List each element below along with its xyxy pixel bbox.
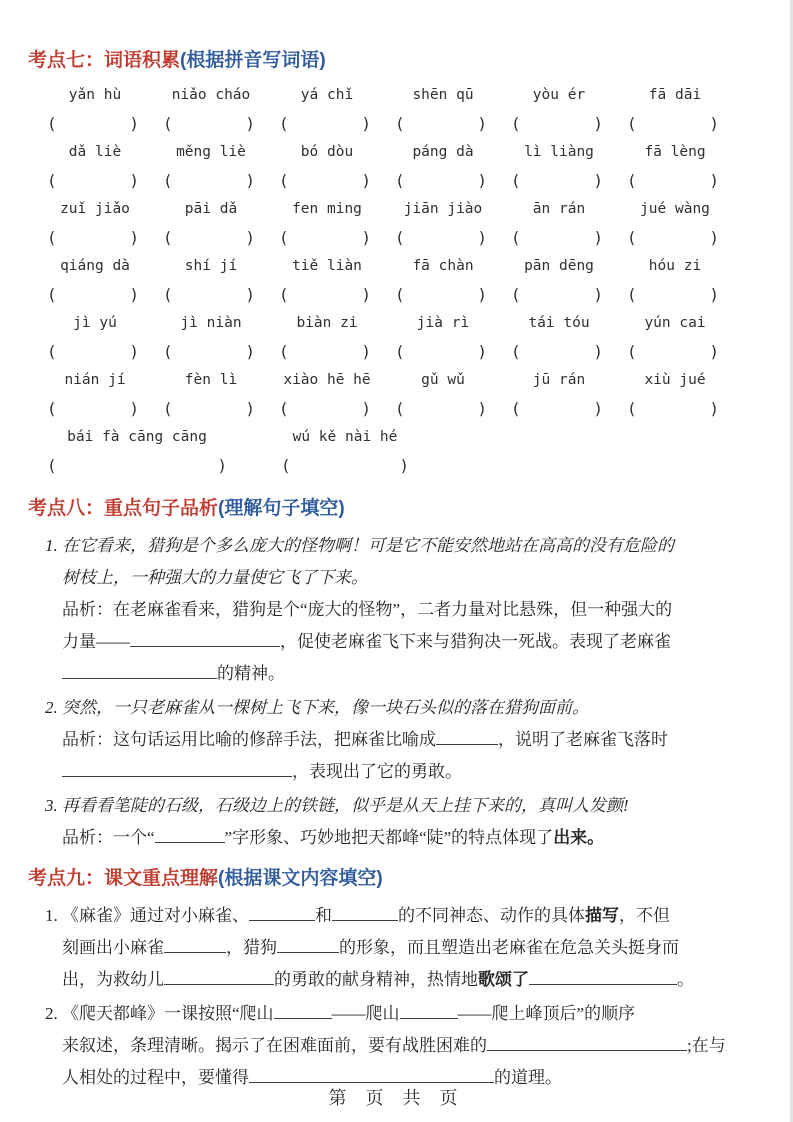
- analysis-text: ，表现出了它的勇敢。: [292, 762, 462, 781]
- blank-line: [164, 937, 226, 953]
- pinyin-text: hóu zi: [648, 258, 702, 274]
- pinyin-text: jiān jiào: [403, 201, 483, 217]
- section-8-title: 考点八：重点句子品析: [28, 498, 219, 519]
- fill-line: [45, 1030, 741, 1062]
- pinyin-text: wú kě nài hé: [292, 429, 398, 445]
- paren-close: ): [477, 342, 487, 361]
- analysis-text: 品析：这句话运用比喻的修辞手法，把麻雀比喻成: [62, 730, 436, 749]
- paren-open: (: [47, 114, 57, 133]
- pinyin-text: bái fà cāng cāng: [67, 429, 207, 445]
- pinyin-row-4: [45, 253, 741, 309]
- fill-text: 《麻雀》通过对小麻雀、: [62, 906, 249, 925]
- pinyin-text: jì niàn: [180, 315, 242, 331]
- paren-open: (: [395, 285, 405, 304]
- pinyin-item: [393, 82, 509, 138]
- pinyin-item: [625, 196, 741, 252]
- pinyin-item: [161, 310, 277, 366]
- section-8-heading: [28, 496, 741, 522]
- fill-text: 刻画出小麻雀: [62, 938, 164, 957]
- analysis-line: [45, 756, 741, 788]
- pinyin-row-3: [45, 196, 741, 252]
- answer-parens: [47, 451, 227, 480]
- fill-text-bold: 歌颂了: [478, 970, 529, 989]
- fill-text: 来叙述，条理清晰。揭示了在困难面前，要有战胜困难的: [62, 1036, 487, 1055]
- item-number: 2.: [45, 698, 58, 717]
- paren-open: (: [47, 342, 57, 361]
- pinyin-item: [509, 253, 625, 309]
- analysis-line: [45, 724, 741, 756]
- analysis-text: ，说明了老麻雀飞落时: [498, 730, 668, 749]
- analysis-text: 的精神。: [217, 664, 285, 683]
- answer-parens: [627, 223, 719, 252]
- pinyin-text: xiào hē hē: [283, 372, 371, 388]
- pinyin-text: pān dēng: [524, 258, 594, 274]
- pinyin-text: měng liè: [176, 144, 246, 160]
- sentence-item-3: [45, 790, 741, 854]
- pinyin-item: [625, 82, 741, 138]
- pinyin-text: yòu ér: [532, 87, 586, 103]
- pinyin-text: jià rì: [416, 315, 470, 331]
- pinyin-item: [277, 139, 393, 195]
- paren-close: ): [709, 342, 719, 361]
- answer-parens: [395, 223, 487, 252]
- paren-close: ): [477, 285, 487, 304]
- question-line: [45, 530, 741, 562]
- paren-open: (: [279, 114, 289, 133]
- blank-line: [274, 1003, 332, 1019]
- paren-open: (: [47, 456, 57, 475]
- pinyin-text: fā dāi: [648, 87, 702, 103]
- pinyin-text: yá chǐ: [300, 87, 354, 103]
- fill-line: [45, 998, 741, 1030]
- analysis-line: [45, 594, 741, 626]
- answer-parens: [279, 109, 371, 138]
- pinyin-item: [161, 82, 277, 138]
- answer-parens: [511, 280, 603, 309]
- paren-close: ): [709, 399, 719, 418]
- answer-parens: [279, 223, 371, 252]
- paren-open: (: [279, 171, 289, 190]
- pinyin-text: zuǐ jiǎo: [60, 201, 130, 217]
- paren-open: (: [163, 114, 173, 133]
- blank-line: [487, 1035, 687, 1051]
- item-number: 2.: [45, 1004, 58, 1023]
- answer-parens: [279, 394, 371, 423]
- section-9-title: 考点九：课文重点理解: [28, 868, 219, 889]
- paren-open: (: [511, 342, 521, 361]
- pinyin-text: bó dòu: [300, 144, 354, 160]
- answer-parens: [47, 280, 139, 309]
- pinyin-text: qiáng dà: [60, 258, 130, 274]
- pinyin-row-5: [45, 310, 741, 366]
- fill-text: ，不但: [619, 906, 670, 925]
- pinyin-item: [509, 82, 625, 138]
- pinyin-item: [625, 139, 741, 195]
- paren-close: ): [709, 114, 719, 133]
- pinyin-item: [277, 310, 393, 366]
- paren-open: (: [279, 399, 289, 418]
- paren-open: (: [279, 228, 289, 247]
- paren-open: (: [395, 342, 405, 361]
- analysis-line: [45, 626, 741, 658]
- comprehension-item-2: [45, 998, 741, 1094]
- fill-line: [45, 900, 741, 932]
- pinyin-item: [45, 253, 161, 309]
- paren-open: (: [627, 399, 637, 418]
- pinyin-item: [625, 310, 741, 366]
- paren-close: ): [217, 456, 227, 475]
- paren-open: (: [281, 456, 291, 475]
- pinyin-text: yún cai: [644, 315, 706, 331]
- fill-text: ;在与: [687, 1036, 726, 1055]
- answer-parens: [511, 223, 603, 252]
- fill-line: [45, 964, 741, 996]
- item-number: 1.: [45, 536, 58, 555]
- pinyin-item: [45, 82, 161, 138]
- blank-line: [529, 969, 677, 985]
- item-number: 1.: [45, 906, 58, 925]
- paren-close: ): [709, 228, 719, 247]
- blank-line: [400, 1003, 458, 1019]
- fill-text: 的形象，而且塑造出老麻雀在危急关头挺身而: [339, 938, 679, 957]
- question-text: 再看看笔陡的石级，石级边上的铁链，似乎是从天上挂下来的，真叫人发颤!: [62, 796, 629, 815]
- analysis-text: 品析：在老麻雀看来，猎狗是个“庞大的怪物”，二者力量对比悬殊，但一种强大的: [62, 600, 673, 619]
- fill-text: 的道理。: [494, 1068, 562, 1087]
- answer-parens: [47, 166, 139, 195]
- paren-close: ): [361, 171, 371, 190]
- analysis-line: [45, 658, 741, 690]
- answer-parens: [511, 109, 603, 138]
- question-text: 突然，一只老麻雀从一棵树上飞下来，像一块石头似的落在猎狗面前。: [62, 698, 589, 717]
- paren-open: (: [511, 171, 521, 190]
- paren-open: (: [511, 285, 521, 304]
- pinyin-text: lì liàng: [524, 144, 594, 160]
- answer-parens: [47, 109, 139, 138]
- answer-parens: [281, 451, 409, 480]
- pinyin-text: ān rán: [532, 201, 586, 217]
- comprehension-item-1: [45, 900, 741, 996]
- answer-parens: [279, 280, 371, 309]
- pinyin-text: fèn lì: [184, 372, 238, 388]
- paren-close: ): [477, 114, 487, 133]
- section-8-subtitle: (理解句子填空): [218, 498, 345, 519]
- pinyin-item: [161, 367, 277, 423]
- paren-close: ): [477, 171, 487, 190]
- answer-parens: [163, 109, 255, 138]
- pinyin-row-1: [45, 82, 741, 138]
- pinyin-text: xiù jué: [644, 372, 706, 388]
- pinyin-item: [509, 139, 625, 195]
- page-footer: 第 页 共 页: [328, 1088, 465, 1108]
- pinyin-row-2: [45, 139, 741, 195]
- blank-line: [155, 827, 225, 843]
- pinyin-item: [509, 367, 625, 423]
- pinyin-text: fā chàn: [412, 258, 474, 274]
- answer-parens: [627, 394, 719, 423]
- pinyin-item: [161, 139, 277, 195]
- paren-open: (: [47, 399, 57, 418]
- paren-close: ): [361, 399, 371, 418]
- section-9-subtitle: (根据课文内容填空): [218, 868, 383, 889]
- pinyin-item: [45, 424, 227, 480]
- question-line: [45, 562, 741, 594]
- pinyin-item: [393, 367, 509, 423]
- paren-open: (: [47, 171, 57, 190]
- section-9-heading: [28, 866, 741, 892]
- answer-parens: [395, 166, 487, 195]
- paren-open: (: [627, 285, 637, 304]
- paren-open: (: [47, 228, 57, 247]
- pinyin-item: [45, 310, 161, 366]
- pinyin-item: [625, 367, 741, 423]
- pinyin-item: [509, 310, 625, 366]
- paren-close: ): [245, 114, 255, 133]
- pinyin-item: [45, 196, 161, 252]
- pinyin-item: [509, 196, 625, 252]
- answer-parens: [511, 166, 603, 195]
- paren-close: ): [477, 399, 487, 418]
- answer-parens: [395, 394, 487, 423]
- pinyin-item: [393, 253, 509, 309]
- paren-close: ): [361, 342, 371, 361]
- pinyin-item: [279, 424, 409, 480]
- pinyin-text: nián jí: [64, 372, 126, 388]
- pinyin-item: [277, 367, 393, 423]
- paren-close: ): [129, 114, 139, 133]
- pinyin-text: jué wàng: [640, 201, 710, 217]
- answer-parens: [279, 337, 371, 366]
- question-line: [45, 692, 741, 724]
- section-7-heading: [28, 48, 741, 74]
- pinyin-text: shēn qū: [412, 87, 474, 103]
- answer-parens: [511, 394, 603, 423]
- pinyin-item: [277, 82, 393, 138]
- paren-close: ): [593, 228, 603, 247]
- fill-text-bold: 描写: [585, 906, 619, 925]
- fill-text: 人相处的过程中，要懂得: [62, 1068, 249, 1087]
- item-number: 3.: [45, 796, 58, 815]
- pinyin-text: biàn zi: [296, 315, 358, 331]
- paren-close: ): [245, 399, 255, 418]
- pinyin-text: fen ming: [292, 201, 362, 217]
- paren-open: (: [627, 114, 637, 133]
- pinyin-text: jū rán: [532, 372, 586, 388]
- pinyin-item: [393, 196, 509, 252]
- answer-parens: [47, 394, 139, 423]
- paren-open: (: [511, 114, 521, 133]
- blank-line: [62, 761, 292, 777]
- paren-close: ): [593, 399, 603, 418]
- section-7-title: 考点七：词语积累: [28, 50, 181, 71]
- answer-parens: [395, 280, 487, 309]
- answer-parens: [163, 166, 255, 195]
- fill-text: 出，为救幼儿: [62, 970, 164, 989]
- analysis-text: 力量——: [62, 632, 130, 651]
- paren-open: (: [163, 399, 173, 418]
- question-text: 树枝上，一种强大的力量使它飞了下来。: [62, 568, 368, 587]
- answer-parens: [163, 337, 255, 366]
- sentence-item-2: [45, 692, 741, 788]
- paren-close: ): [709, 171, 719, 190]
- paren-open: (: [627, 342, 637, 361]
- paren-open: (: [511, 228, 521, 247]
- blank-line: [436, 729, 498, 745]
- blank-line: [332, 905, 398, 921]
- blank-line: [277, 937, 339, 953]
- paren-close: ): [245, 342, 255, 361]
- blank-line: [249, 905, 315, 921]
- blank-line: [164, 969, 274, 985]
- pinyin-item: [277, 196, 393, 252]
- analysis-text-bold: 出来。: [553, 828, 605, 847]
- fill-text: 《爬天都峰》一课按照“爬山: [62, 1004, 274, 1023]
- paren-close: ): [593, 342, 603, 361]
- pinyin-item: [625, 253, 741, 309]
- answer-parens: [163, 280, 255, 309]
- pinyin-item: [45, 139, 161, 195]
- paren-close: ): [245, 285, 255, 304]
- paren-close: ): [245, 228, 255, 247]
- pinyin-text: gǔ wǔ: [421, 372, 465, 388]
- paren-open: (: [395, 171, 405, 190]
- section-7-subtitle: (根据拼音写词语): [180, 50, 326, 71]
- paren-open: (: [163, 228, 173, 247]
- fill-text: 的勇敢的献身精神，热情地: [274, 970, 478, 989]
- paren-close: ): [361, 285, 371, 304]
- fill-text: ——爬上峰顶后”的顺序: [457, 1004, 636, 1023]
- answer-parens: [627, 109, 719, 138]
- answer-parens: [627, 166, 719, 195]
- answer-parens: [395, 109, 487, 138]
- paren-open: (: [511, 399, 521, 418]
- pinyin-item: [277, 253, 393, 309]
- answer-parens: [511, 337, 603, 366]
- paren-close: ): [593, 114, 603, 133]
- paren-close: ): [129, 228, 139, 247]
- pinyin-text: yǎn hù: [68, 87, 122, 103]
- paren-close: ): [129, 285, 139, 304]
- question-line: [45, 790, 741, 822]
- pinyin-item: [161, 253, 277, 309]
- answer-parens: [163, 223, 255, 252]
- pinyin-text: dǎ liè: [68, 144, 122, 160]
- fill-line: [45, 932, 741, 964]
- pinyin-text: páng dà: [412, 144, 474, 160]
- paren-close: ): [593, 171, 603, 190]
- pinyin-item: [393, 139, 509, 195]
- blank-line: [130, 631, 280, 647]
- answer-parens: [47, 337, 139, 366]
- analysis-text: ”字形象、巧妙地把天都峰“陡”的特点体现了: [224, 828, 554, 847]
- analysis-line: [45, 822, 741, 854]
- fill-text: 的不同神态、动作的具体: [398, 906, 585, 925]
- answer-parens: [163, 394, 255, 423]
- paren-close: ): [399, 456, 409, 475]
- paren-close: ): [477, 228, 487, 247]
- fill-text: 。: [677, 970, 694, 989]
- pinyin-text: tái tóu: [528, 315, 590, 331]
- question-text: 在它看来，猎狗是个多么庞大的怪物啊！可是它不能安然地站在高高的没有危险的: [62, 536, 674, 555]
- pinyin-item: [161, 196, 277, 252]
- paren-close: ): [129, 171, 139, 190]
- pinyin-grid: [45, 82, 741, 480]
- paren-open: (: [395, 399, 405, 418]
- blank-line: [249, 1067, 494, 1083]
- paren-close: ): [129, 342, 139, 361]
- blank-line: [62, 663, 217, 679]
- pinyin-row-7: [45, 424, 741, 480]
- pinyin-text: niǎo cháo: [171, 87, 251, 103]
- paren-close: ): [245, 171, 255, 190]
- pinyin-text: tiě liàn: [292, 258, 362, 274]
- answer-parens: [47, 223, 139, 252]
- fill-text: 和: [315, 906, 332, 925]
- answer-parens: [279, 166, 371, 195]
- paren-close: ): [361, 114, 371, 133]
- pinyin-item: [45, 367, 161, 423]
- paren-close: ): [593, 285, 603, 304]
- analysis-text: 品析：一个“: [62, 828, 155, 847]
- paren-open: (: [395, 114, 405, 133]
- paren-open: (: [163, 342, 173, 361]
- paren-open: (: [47, 285, 57, 304]
- analysis-text: ，促使老麻雀飞下来与猎狗决一死战。表现了老麻雀: [280, 632, 671, 651]
- paren-close: ): [129, 399, 139, 418]
- answer-parens: [395, 337, 487, 366]
- pinyin-row-6: [45, 367, 741, 423]
- paren-close: ): [361, 228, 371, 247]
- pinyin-text: jì yú: [73, 315, 117, 331]
- sentence-item-1: [45, 530, 741, 690]
- paren-open: (: [163, 171, 173, 190]
- paren-open: (: [163, 285, 173, 304]
- fill-text: ，猎狗: [226, 938, 277, 957]
- paren-close: ): [709, 285, 719, 304]
- answer-parens: [627, 337, 719, 366]
- pinyin-item: [393, 310, 509, 366]
- answer-parens: [627, 280, 719, 309]
- paren-open: (: [279, 285, 289, 304]
- paren-open: (: [627, 228, 637, 247]
- pinyin-text: shí jí: [184, 258, 238, 274]
- paren-open: (: [627, 171, 637, 190]
- fill-text: ——爬山: [331, 1004, 400, 1023]
- paren-open: (: [279, 342, 289, 361]
- pinyin-text: pāi dǎ: [184, 201, 238, 217]
- pinyin-text: fā lèng: [644, 144, 706, 160]
- paren-open: (: [395, 228, 405, 247]
